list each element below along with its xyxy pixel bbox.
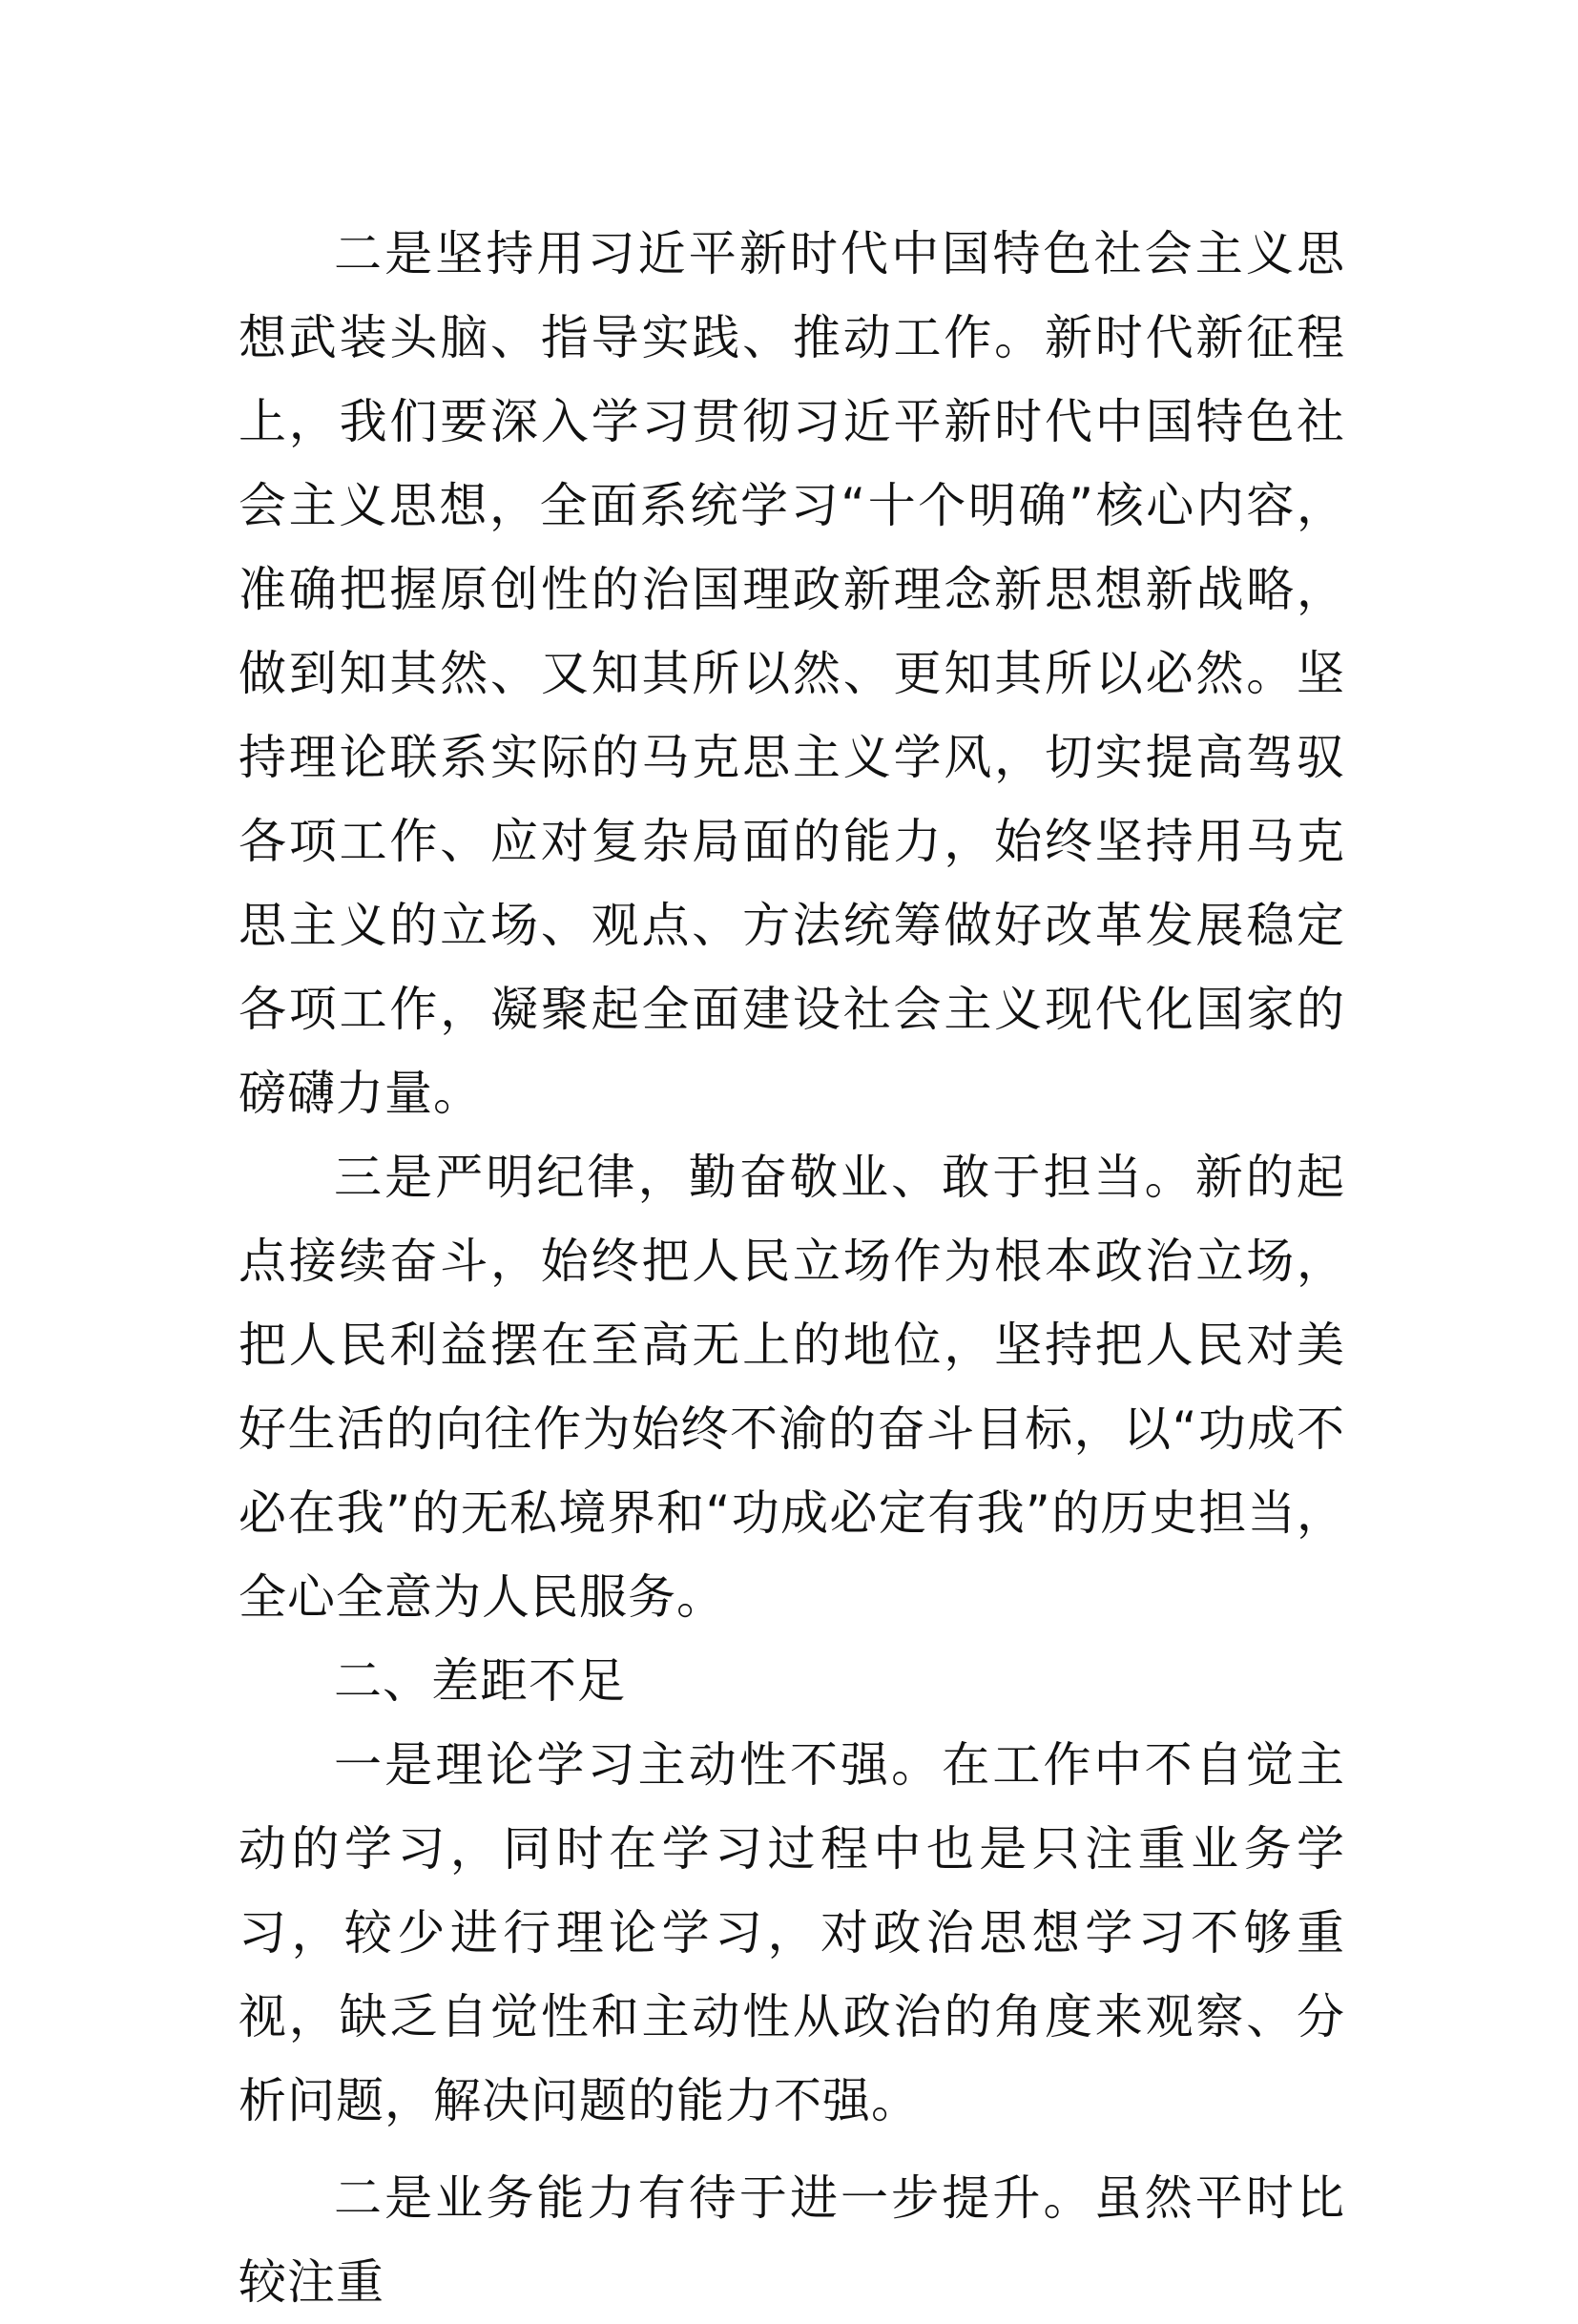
- section-heading-gaps: 二、差距不足: [334, 1653, 626, 1709]
- document-body: [239, 212, 1345, 2324]
- paragraph-business-ability: 二是业务能力有待于进一步提升。虽然平时比较注重: [239, 2170, 1345, 2310]
- paragraph-theory-study: 一是理论学习主动性不强。在工作中不自觉主动的学习，同时在学习过程中也是只注重业务学习，较少进行理论学习，对政治思想学习不够重视，缺乏自觉性和主动性从政治的角度来观察、分析问题，解决问题的能力不强。: [239, 1737, 1345, 2128]
- paragraph-discipline: 三是严明纪律，勤奋敬业、敢于担当。新的起点接续奋斗，始终把人民立场作为根本政治立场，把人民利益摆在至高无上的地位，坚持把人民对美好生活的向往作为始终不渝的奋斗目标，以“功成不必在我”的无私境界和“功成必定有我”的历史担当，全心全意为人民服务。: [239, 1150, 1345, 1625]
- paragraph-theory-arming: 二是坚持用习近平新时代中国特色社会主义思想武装头脑、指导实践、推动工作。新时代新征程上，我们要深入学习贯彻习近平新时代中国特色社会主义思想，全面系统学习“十个明确”核心内容，准确把握原创性的治国理政新理念新思想新战略，做到知其然、又知其所以然、更知其所以必然。坚持理论联系实际的马克思主义学风，切实提高驾驭各项工作、应对复杂局面的能力，始终坚持用马克思主义的立场、观点、方法统筹做好改革发展稳定各项工作，凝聚起全面建设社会主义现代化国家的磅礴力量。: [239, 226, 1345, 1121]
